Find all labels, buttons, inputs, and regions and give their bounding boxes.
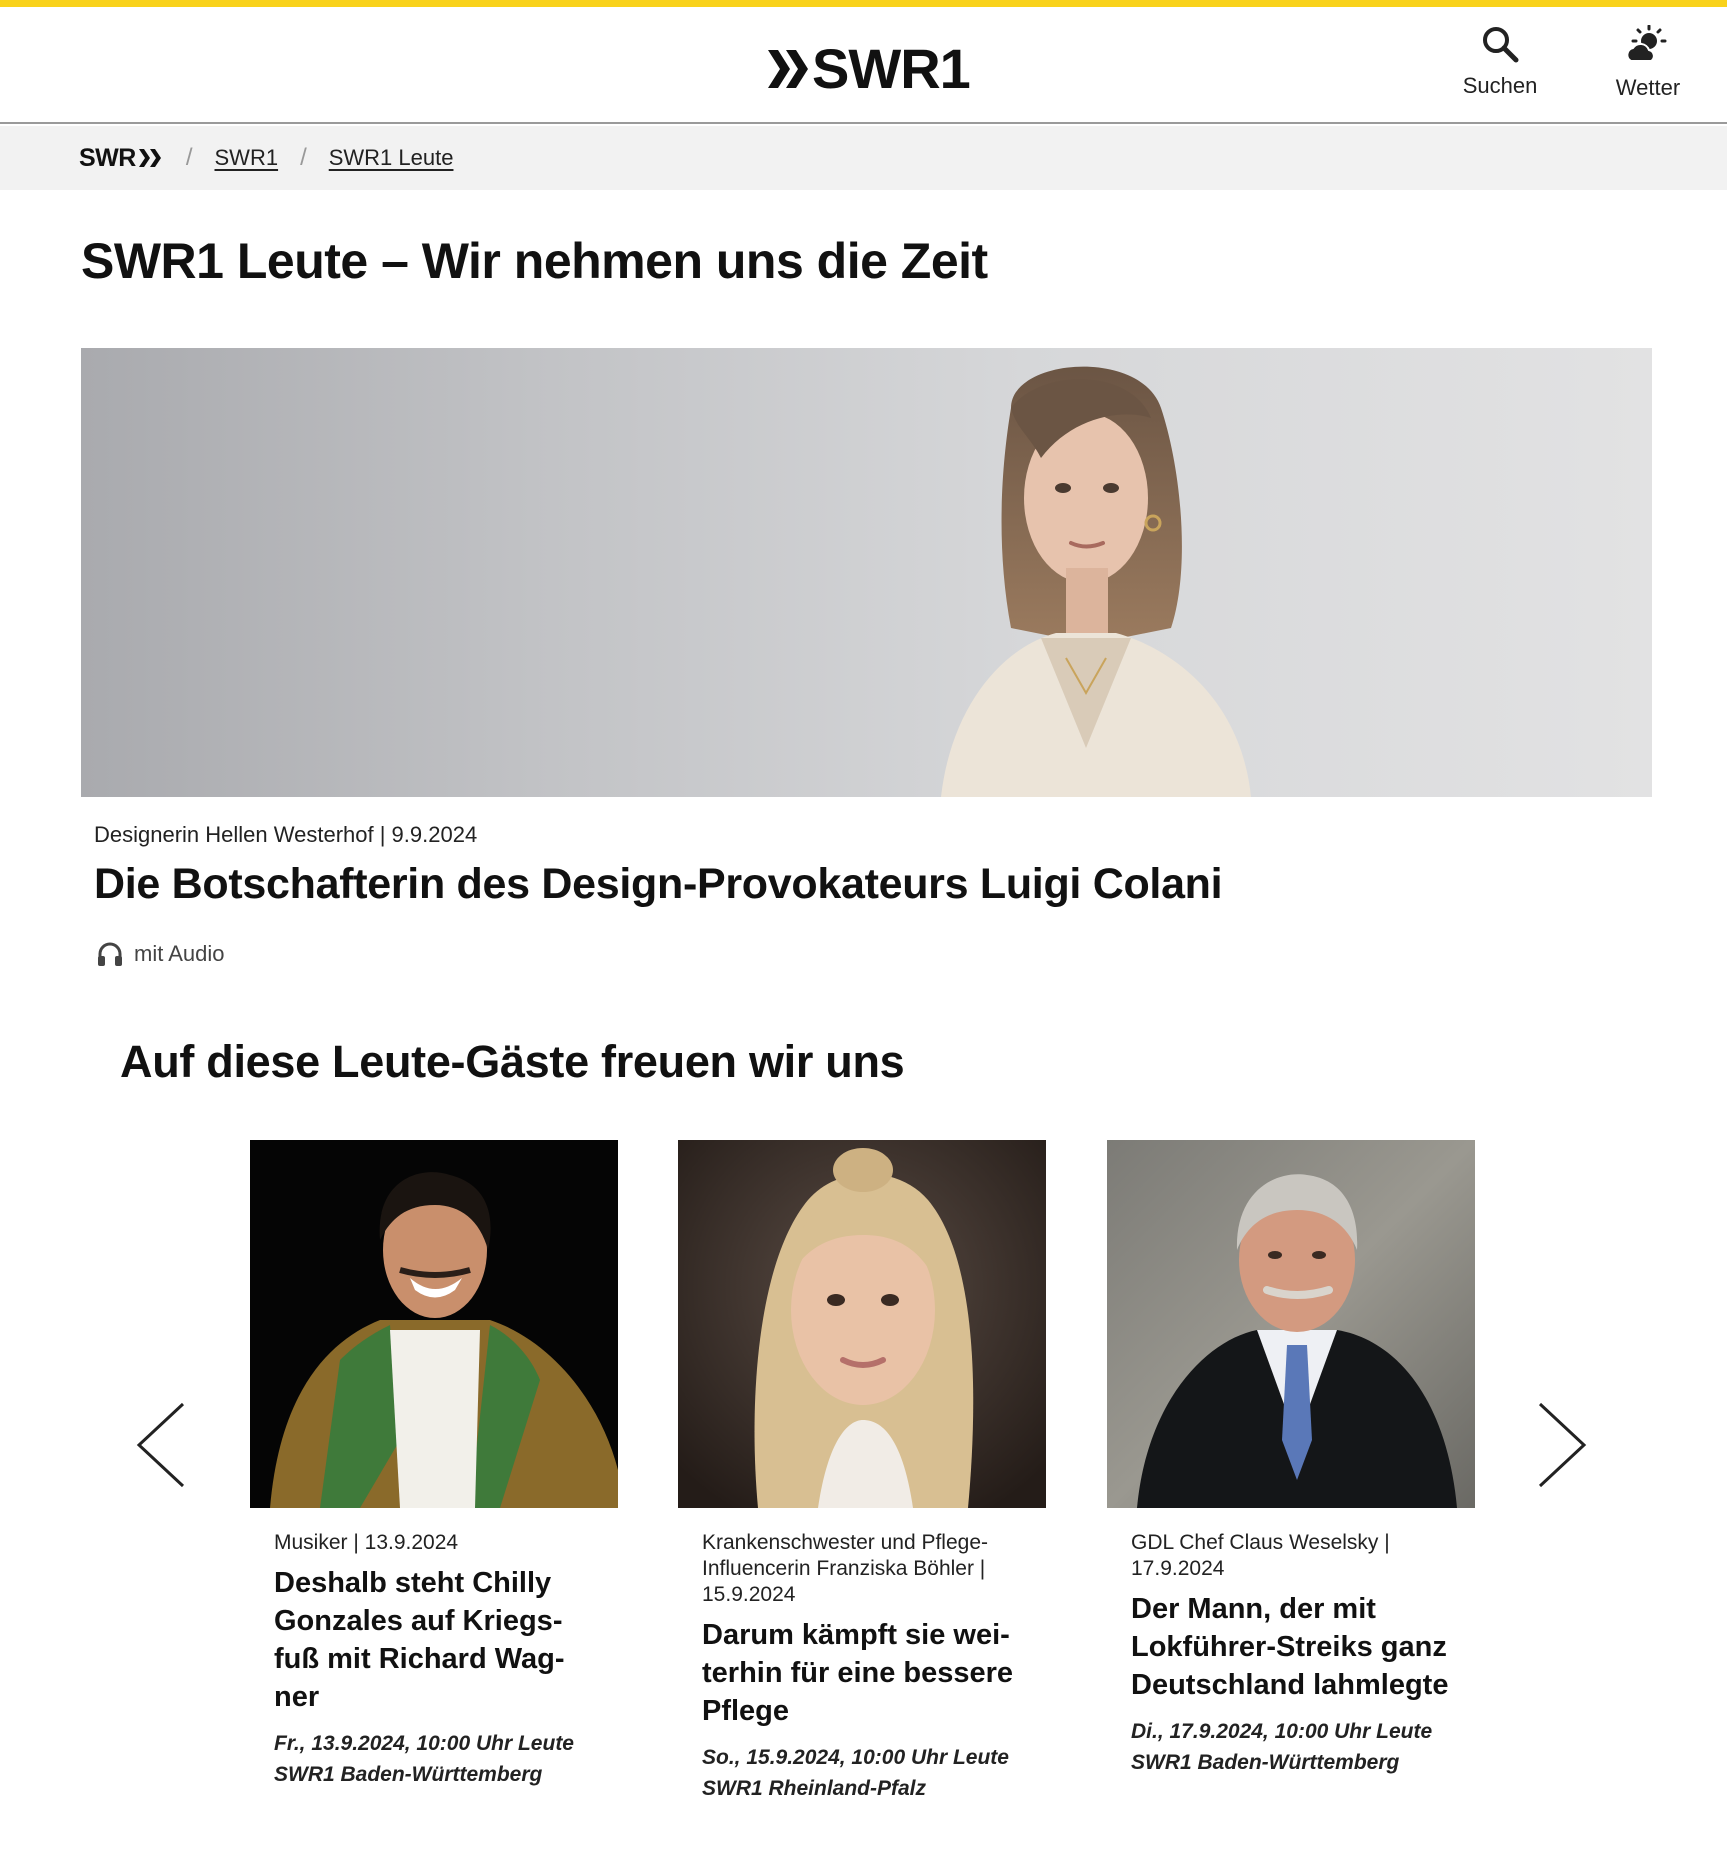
- breadcrumb-separator: /: [185, 144, 193, 171]
- page-title: SWR1 Leute – Wir nehmen uns die Zeit: [81, 233, 988, 289]
- audio-indicator: [96, 940, 225, 968]
- breadcrumb-separator: /: [300, 144, 307, 171]
- double-chevron-icon: [766, 46, 810, 92]
- hero-image[interactable]: [81, 348, 1652, 797]
- schedule-station: SWR1 Baden-Württemberg: [274, 1763, 543, 1786]
- chevron-right-icon: [1530, 1400, 1590, 1490]
- guest-photo-3: [1107, 1140, 1475, 1508]
- guest-photo-2: [678, 1140, 1046, 1508]
- swr1-logo[interactable]: [766, 37, 970, 100]
- guest-schedule: [274, 1728, 594, 1790]
- chevron-left-icon: [133, 1400, 193, 1490]
- guest-photo-1: [250, 1140, 618, 1508]
- weather-button[interactable]: [1588, 25, 1708, 101]
- schedule-station: SWR1 Baden-Württemberg: [1131, 1751, 1400, 1774]
- schedule-station: SWR1 Rheinland-Pfalz: [702, 1777, 927, 1800]
- schedule-time: Fr., 13.9.2024, 10:00 Uhr Leute: [274, 1732, 574, 1755]
- breadcrumb-item-swr1[interactable]: SWR1: [214, 145, 279, 170]
- guest-title[interactable]: Darum kämpft sie weiterhin für eine bessere Pflege: [702, 1619, 1014, 1727]
- breadcrumb-item-swr1-leute[interactable]: SWR1 Leute: [328, 145, 454, 170]
- guest-title[interactable]: Der Mann, der mit Lokführer-Streiks ganz Deutschland lahmlegte: [1131, 1593, 1449, 1701]
- hero-portrait: [81, 348, 1652, 797]
- guest-kicker: Krankenschwester und Pflege-Influencerin Franziska Böhler | 15.9.2024: [702, 1531, 988, 1606]
- guest-image[interactable]: [678, 1140, 1046, 1508]
- guest-title[interactable]: Deshalb steht Chilly Gonzales auf Kriegsfuß mit Richard Wagner: [274, 1567, 565, 1713]
- hero-kicker: Designerin Hellen Westerhof | 9.9.2024: [94, 822, 478, 847]
- weather-icon: [1625, 25, 1671, 65]
- top-accent-bar: [0, 0, 1727, 7]
- schedule-time: Di., 17.9.2024, 10:00 Uhr Leute: [1131, 1720, 1433, 1743]
- guest-card[interactable]: [1107, 1140, 1475, 1778]
- logo-text: SWR1: [812, 37, 970, 100]
- search-button[interactable]: [1440, 25, 1560, 99]
- hero-title-link[interactable]: Die Botschafterin des Design-Provokateurs Luigi Colani: [94, 860, 1223, 908]
- guest-card[interactable]: [678, 1140, 1046, 1804]
- weather-label: Wetter: [1615, 75, 1681, 100]
- guest-schedule: [702, 1742, 1022, 1804]
- guest-image[interactable]: [250, 1140, 618, 1508]
- guest-image[interactable]: [1107, 1140, 1475, 1508]
- breadcrumb-swr-logo[interactable]: [79, 144, 164, 173]
- audio-label: mit Audio: [134, 941, 225, 966]
- carousel-next-button[interactable]: [1530, 1400, 1590, 1490]
- breadcrumb-logo-text: SWR: [79, 143, 136, 172]
- guest-kicker: GDL Chef Claus Weselsky | 17.9.2024: [1131, 1531, 1390, 1580]
- double-chevron-icon: [138, 148, 164, 168]
- section-title: Auf diese Leute-Gäste freuen wir uns: [120, 1036, 905, 1087]
- guest-schedule: [1131, 1716, 1451, 1778]
- guest-kicker: Musiker | 13.9.2024: [274, 1531, 459, 1554]
- guest-card[interactable]: [250, 1140, 618, 1790]
- search-icon: [1481, 25, 1519, 63]
- carousel-prev-button[interactable]: [133, 1400, 193, 1490]
- breadcrumb: [0, 126, 1727, 190]
- site-header: [0, 7, 1727, 124]
- schedule-time: So., 15.9.2024, 10:00 Uhr Leute: [702, 1746, 1009, 1769]
- search-label: Suchen: [1462, 73, 1538, 98]
- headphones-icon: [96, 940, 124, 968]
